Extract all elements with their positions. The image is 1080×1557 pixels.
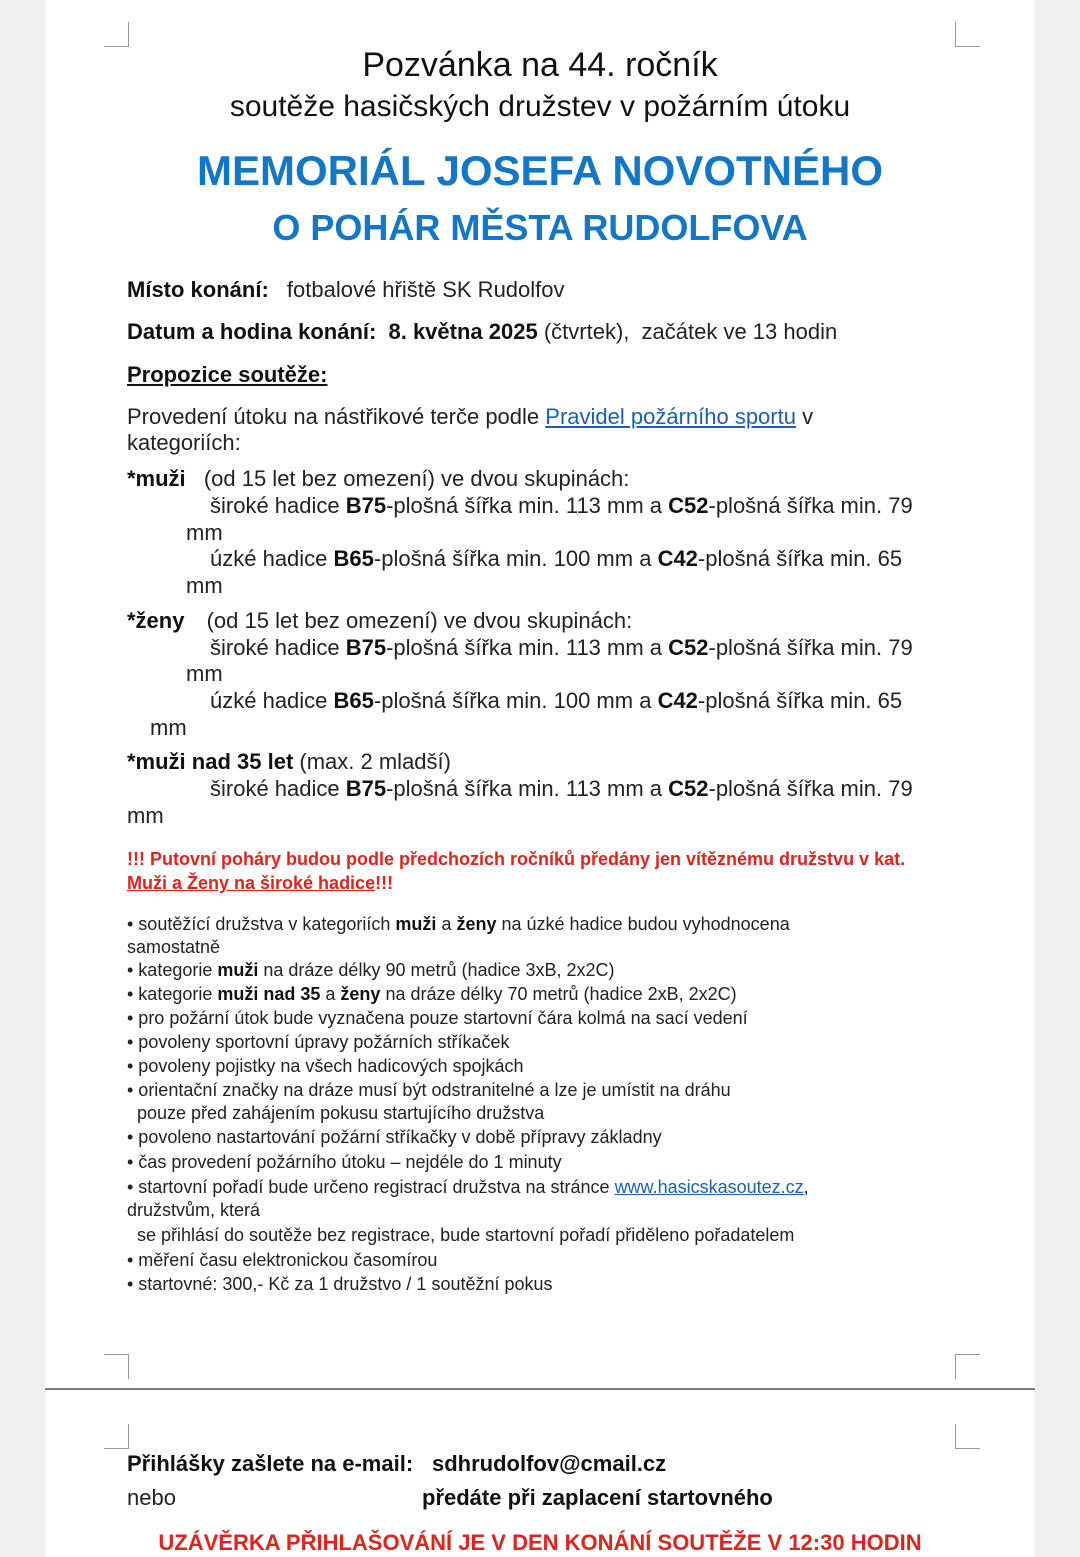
notice-suffix: !!! [375,873,394,893]
hose-c52: C52 [668,635,709,660]
hose-b75: B75 [345,635,387,660]
bullet-bold: muži [395,914,437,934]
bullet-item: • povoleny pojistky na všech hadicových spojkách [127,1056,524,1076]
intro-suffix: v [795,404,814,429]
intro-prefix: Provedení útoku na nástřikové terče podle [127,404,546,429]
bullet-item-continuation: samostatně [127,937,221,957]
registration-email[interactable]: sdhrudolfov@cmail.cz [432,1451,667,1476]
category-men [127,466,629,492]
bullet-text: • soutěžící družstva v kategoriích [127,914,396,934]
title-line-1: Pozvánka na 44. ročník [362,46,718,84]
crop-mark-icon [955,1424,980,1449]
bullet-text: na dráze délky 70 metrů (hadice 2xB, 2x2C) [380,984,737,1004]
hose-b65: B65 [333,688,374,713]
registration-label-text: Přihlášky zašlete na e-mail: [127,1451,414,1476]
notice-line-2 [127,873,393,894]
hose-text: úzké hadice [210,546,334,571]
crop-mark-icon [104,1424,129,1449]
registration-label [127,1451,413,1477]
bullet-text: na úzké hadice budou vyhodnocena [496,914,790,934]
cup-title: O POHÁR MĚSTA RUDOLFOVA [272,207,808,248]
hose-text: -plošná šířka min. 79 [708,635,913,660]
bullet-item: • orientační značky na dráze musí být odstranitelné a lze je umístit na dráhu [127,1080,731,1100]
category-men-desc: (od 15 let bez omezení) ve dvou skupinách: [203,466,630,491]
bullet-text: • kategorie [127,984,218,1004]
rules-link[interactable]: Pravidel požárního sportu [545,404,796,429]
hose-text: -plošná šířka min. 65 [697,546,903,571]
bullet-text: , [803,1177,809,1197]
date-value: 8. května 2025 [388,319,538,344]
venue-value: fotbalové hřiště SK Rudolfov [286,277,565,302]
bullet-item-continuation: družstvům, která [127,1200,261,1220]
crop-mark-icon [104,22,129,47]
title-line-2: soutěže hasičských družstev v požárním útoku [229,90,851,123]
date-day: (čtvrtek), [537,319,630,344]
hose-text: -plošná šířka min. 100 mm a [373,546,658,571]
hose-c42: C42 [657,546,698,571]
veterans-wide-hoses [210,776,913,802]
notice-line-1: !!! Putovní poháry budou podle předchozích ročníků předány jen vítěznému družstvu v kat. [127,849,906,869]
venue-row [127,277,565,303]
hose-text: -plošná šířka min. 113 mm a [386,635,669,660]
bullet-item-continuation: pouze před zahájením pokusu startujícího družstva [137,1103,545,1123]
bullet-item [127,984,737,1005]
men-wide-hoses [210,493,913,519]
hose-text: úzké hadice [210,688,334,713]
bullet-item: • povoleny sportovní úpravy požárních stříkaček [127,1032,510,1052]
bullet-text: • kategorie [127,960,218,980]
crop-mark-icon [955,1354,980,1379]
propositions-heading: Propozice soutěže: [127,362,328,387]
bullet-item [127,1177,809,1198]
start-time: začátek ve 13 hodin [641,319,838,344]
unit-mm: mm [127,803,164,828]
bullet-item: • povoleno nastartování požární stříkačky v době přípravy základny [127,1127,662,1147]
women-wide-hoses [210,635,913,661]
category-women [127,608,632,634]
deadline-notice: UZÁVĚRKA PŘIHLAŠOVÁNÍ JE V DEN KONÁNÍ SOUTĚŽE V 12:30 HODIN [158,1530,922,1555]
date-label: Datum a hodina konání: [127,319,377,344]
unit-mm: mm [186,661,223,686]
unit-mm: mm [186,520,223,545]
bullet-item [127,960,615,981]
bullet-item: • čas provedení požárního útoku – nejdéle do 1 minuty [127,1152,562,1172]
men-narrow-hoses [210,546,902,572]
registration-or: nebo [127,1485,176,1510]
bullet-item-continuation: se přihlásí do soutěže bez registrace, bude startovní pořadí přiděleno pořadatelem [137,1225,795,1245]
bullet-text: a [436,914,457,934]
hose-text: -plošná šířka min. 113 mm a [386,493,669,518]
hose-c52: C52 [668,493,709,518]
bullet-bold: muži nad 35 [217,984,321,1004]
registration-site-link[interactable]: www.hasicskasoutez.cz [614,1177,804,1197]
hose-text: -plošná šířka min. 79 [708,776,913,801]
hose-c42: C42 [657,688,698,713]
bullet-item [127,914,790,935]
registration-alternative: předáte při zaplacení startovného [422,1485,773,1510]
bullet-item: • měření času elektronickou časomírou [127,1250,438,1270]
bullet-text: na dráze délky 90 metrů (hadice 3xB, 2x2C) [258,960,615,980]
hose-text: široké hadice [210,776,346,801]
propositions-intro [127,404,813,430]
crop-mark-icon [104,1354,129,1379]
bullet-bold: ženy [456,914,497,934]
unit-mm: mm [150,715,187,740]
date-row [127,319,837,345]
hose-b75: B75 [345,493,387,518]
hose-c52: C52 [668,776,709,801]
unit-mm: mm [186,573,223,598]
notice-underlined: Muži a Ženy na široké hadice [127,873,376,893]
category-women-label: *ženy [127,608,185,633]
hose-text: -plošná šířka min. 113 mm a [386,776,669,801]
category-veterans-label: *muži nad 35 let [127,749,294,774]
hose-text: široké hadice [210,493,346,518]
bullet-text: a [320,984,341,1004]
propositions-intro-line-2: kategoriích: [127,430,241,455]
category-veterans-desc: (max. 2 mladší) [293,749,451,774]
hose-text: -plošná šířka min. 100 mm a [373,688,658,713]
venue-label: Místo konání: [127,277,269,302]
hose-text: -plošná šířka min. 65 [697,688,903,713]
category-men-label: *muži [127,466,186,491]
hose-b75: B75 [345,776,387,801]
hose-text: široké hadice [210,635,346,660]
memorial-title: MEMORIÁL JOSEFA NOVOTNÉHO [196,147,884,194]
hose-text: -plošná šířka min. 79 [708,493,913,518]
category-veterans [127,749,451,775]
category-women-desc: (od 15 let bez omezení) ve dvou skupinách: [206,608,633,633]
bullet-text: • startovní pořadí bude určeno registrací družstva na stránce [127,1177,615,1197]
bullet-bold: ženy [340,984,381,1004]
women-narrow-hoses [210,688,902,714]
bullet-item: • startovné: 300,- Kč za 1 družstvo / 1 soutěžní pokus [127,1274,553,1294]
crop-mark-icon [955,22,980,47]
hose-b65: B65 [333,546,374,571]
bullet-item: • pro požární útok bude vyznačena pouze startovní čára kolmá na sací vedení [127,1008,748,1028]
bullet-bold: muži [217,960,259,980]
